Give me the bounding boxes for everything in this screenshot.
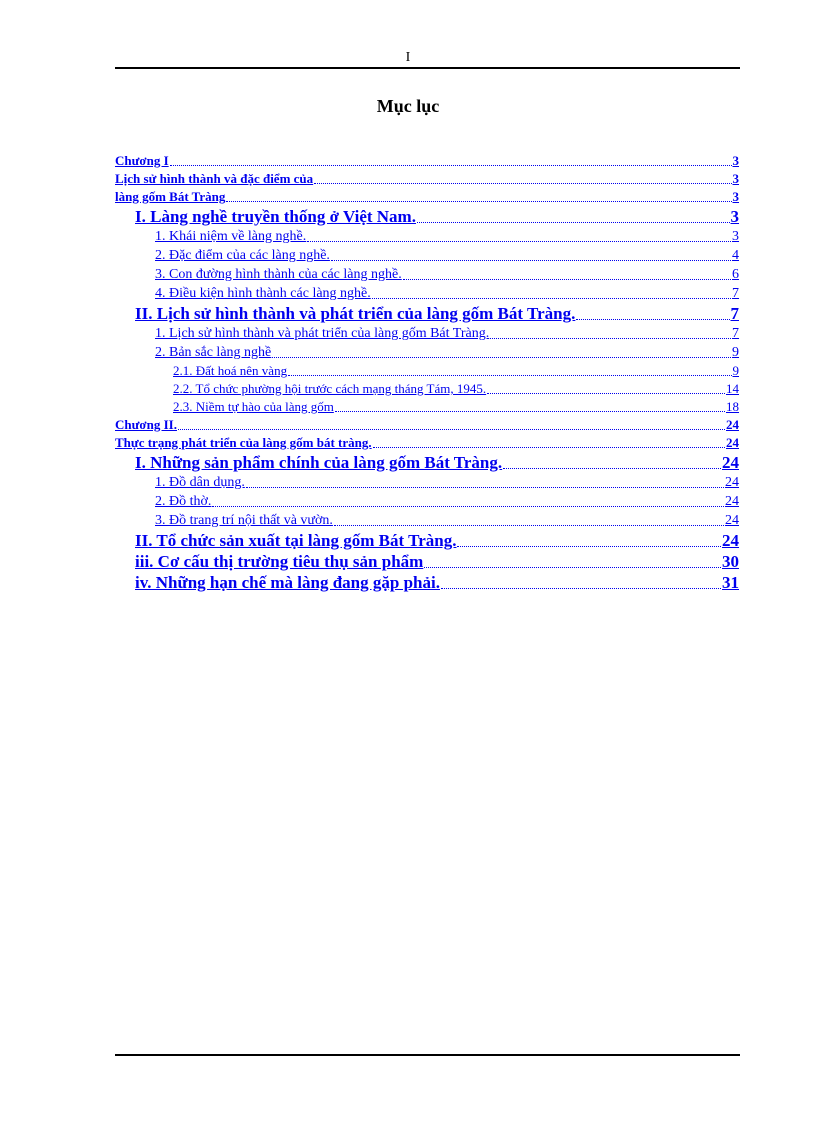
toc-entry-page: 18: [726, 399, 739, 414]
toc-entry-label: 2.2. Tổ chức phường hội trước cách mạng tháng Tám, 1945.: [173, 381, 487, 396]
footer-rule: [115, 1054, 740, 1056]
toc-entry-label: 1. Lịch sử hình thành và phát triển của làng gốm Bát Tràng.: [155, 326, 490, 341]
toc-entry[interactable]: [115, 511, 739, 530]
toc-entry-label: 2.1. Đất hoá nên vàng: [173, 363, 288, 378]
toc-dot-leader: [170, 165, 732, 166]
toc-entry-page: 7: [732, 326, 739, 341]
toc-entry-label: Thực trạng phát triển của làng gốm bát tràng.: [115, 435, 372, 450]
toc-entry-page: 6: [732, 267, 739, 282]
toc-entry-page: 24: [725, 475, 739, 490]
toc-entry-page: 3: [732, 153, 739, 168]
toc-dot-leader: [226, 201, 731, 202]
toc-entry-label: iii. Cơ cấu thị trường tiêu thụ sản phẩm: [135, 552, 424, 571]
toc-entry[interactable]: [115, 398, 739, 416]
toc-entry-page: 3: [732, 229, 739, 244]
toc-dot-leader: [314, 183, 731, 184]
toc-entry[interactable]: [115, 227, 739, 246]
toc-entry-page: 14: [726, 381, 739, 396]
toc-entry[interactable]: [115, 452, 739, 473]
toc-dot-leader: [335, 411, 725, 412]
toc-dot-leader: [246, 487, 724, 488]
toc-entry-label: 3. Đồ trang trí nội thất và vườn.: [155, 513, 333, 528]
toc-entry-page: 3: [730, 207, 739, 226]
toc-entry[interactable]: [115, 416, 739, 434]
toc-entry-label: 3. Con đường hình thành của các làng nghề.: [155, 267, 402, 282]
toc-entry-label: Chương II.: [115, 417, 177, 432]
toc-entry[interactable]: [115, 434, 739, 452]
toc-entry[interactable]: [115, 188, 739, 206]
toc-entry-page: 9: [732, 345, 739, 360]
header-rule: [115, 67, 740, 69]
toc-entry-label: 2. Đặc điểm của các làng nghề.: [155, 248, 330, 263]
toc-entry-label: I. Những sản phẩm chính của làng gốm Bát Tràng.: [135, 453, 503, 472]
toc-entry-label: Lịch sử hình thành và đặc điểm của: [115, 171, 314, 186]
toc-entry-page: 24: [726, 435, 739, 450]
toc-entry-label: 2.3. Niềm tự hào của làng gốm: [173, 399, 334, 414]
toc-dot-leader: [441, 588, 721, 589]
toc-dot-leader: [403, 279, 731, 280]
toc-entry-page: 3: [732, 171, 739, 186]
toc-dot-leader: [490, 338, 731, 339]
toc-dot-leader: [331, 260, 731, 261]
toc-dot-leader: [576, 319, 729, 320]
toc-dot-leader: [272, 357, 731, 358]
toc-entry-page: 3: [732, 189, 739, 204]
toc-dot-leader: [373, 447, 725, 448]
toc-entry-label: Chương I: [115, 153, 169, 168]
toc-dot-leader: [178, 429, 725, 430]
toc-entry-label: II. Tổ chức sản xuất tại làng gốm Bát Tràng.: [135, 531, 457, 550]
toc-title: Mục lục: [376, 96, 440, 116]
toc-entry-page: 30: [722, 552, 739, 571]
toc-entry-label: 1. Khái niệm về làng nghề.: [155, 229, 307, 244]
toc-entry-label: I. Làng nghề truyền thống ở Việt Nam.: [135, 207, 416, 226]
toc-entry-page: 24: [726, 417, 739, 432]
toc-entry-page: 24: [725, 494, 739, 509]
toc-dot-leader: [424, 567, 721, 568]
toc-dot-leader: [307, 241, 731, 242]
toc-entry[interactable]: [115, 343, 739, 362]
toc-entry[interactable]: [115, 265, 739, 284]
toc-dot-leader: [503, 468, 721, 469]
toc-entry[interactable]: [115, 551, 739, 572]
toc-entry[interactable]: [115, 572, 739, 593]
toc-entry-page: 24: [722, 453, 739, 472]
toc-entry[interactable]: [115, 303, 739, 324]
toc-entry[interactable]: [115, 284, 739, 303]
table-of-contents: [115, 152, 739, 593]
toc-entry[interactable]: [115, 170, 739, 188]
toc-entry-label: 2. Đồ thờ.: [155, 494, 212, 509]
toc-entry-page: 9: [732, 363, 739, 378]
toc-dot-leader: [457, 546, 721, 547]
toc-entry-page: 7: [732, 286, 739, 301]
toc-entry-label: làng gốm Bát Tràng: [115, 189, 226, 204]
toc-entry[interactable]: [115, 492, 739, 511]
toc-entry-page: 24: [725, 513, 739, 528]
toc-dot-leader: [372, 298, 731, 299]
toc-entry[interactable]: [115, 152, 739, 170]
page-number: I: [405, 50, 411, 65]
toc-entry[interactable]: [115, 473, 739, 492]
toc-entry[interactable]: [115, 380, 739, 398]
toc-entry[interactable]: [115, 246, 739, 265]
toc-entry-page: 24: [722, 531, 739, 550]
toc-entry-page: 4: [732, 248, 739, 263]
toc-entry-page: 31: [722, 573, 739, 592]
toc-dot-leader: [334, 525, 724, 526]
toc-entry[interactable]: [115, 206, 739, 227]
toc-entry-label: 2. Bản sắc làng nghề: [155, 345, 272, 360]
toc-entry[interactable]: [115, 530, 739, 551]
toc-dot-leader: [288, 375, 731, 376]
toc-entry-page: 7: [730, 304, 739, 323]
toc-dot-leader: [487, 393, 725, 394]
toc-dot-leader: [212, 506, 724, 507]
toc-dot-leader: [417, 222, 730, 223]
toc-entry[interactable]: [115, 362, 739, 380]
toc-entry[interactable]: [115, 324, 739, 343]
toc-entry-label: 4. Điều kiện hình thành các làng nghề.: [155, 286, 371, 301]
toc-entry-label: II. Lịch sử hình thành và phát triển của làng gốm Bát Tràng.: [135, 304, 576, 323]
toc-entry-label: 1. Đồ dân dụng.: [155, 475, 245, 490]
toc-entry-label: iv. Những hạn chế mà làng đang gặp phải.: [135, 573, 440, 592]
